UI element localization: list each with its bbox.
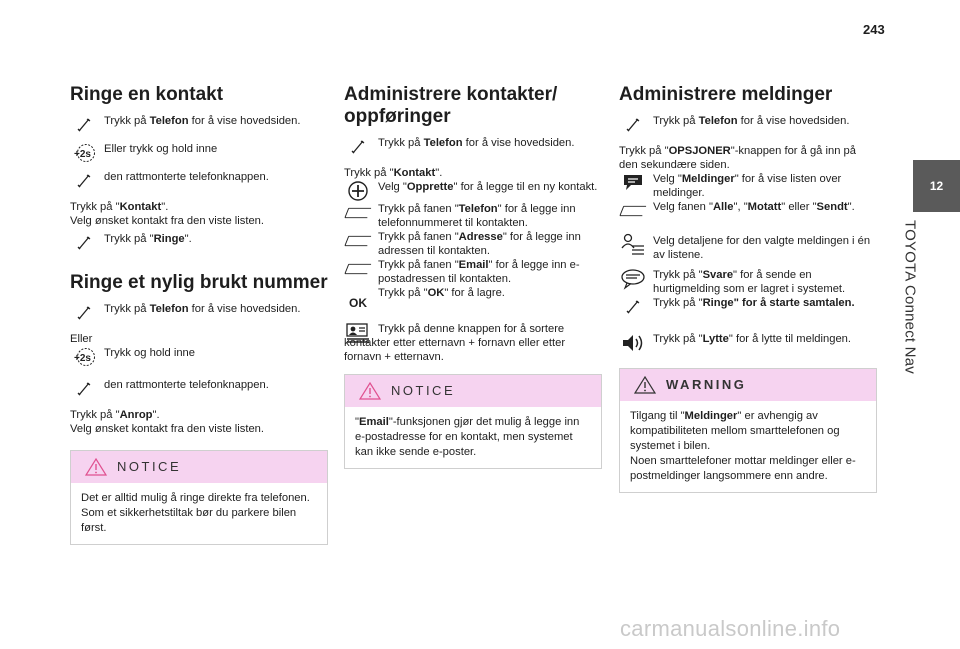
notice-box	[344, 374, 602, 469]
section-title-ringe-en-kontakt: Ringe en kontakt	[70, 84, 224, 105]
phone-handset-icon	[70, 378, 98, 400]
messages-icon	[619, 172, 647, 194]
instruction-text: Trykk på "OPSJONER"-knappen for å gå inn på den sekundære siden.	[619, 145, 856, 171]
step-row: OK Trykk på "OK" for å lagre.	[344, 286, 602, 308]
notice-header: NOTICE	[345, 375, 601, 407]
section-title-nylig-nummer: Ringe et nylig brukt nummer	[70, 272, 328, 293]
chapter-tab[interactable]: 12	[913, 160, 960, 212]
ok-icon: OK	[349, 296, 367, 310]
notice-text: "Email"-funksjonen gjør det mulig å legge inn e-postadresse for en kontakt, men systemet kan ikke sende e-poster.	[355, 416, 580, 458]
svg-text:+2s: +2s	[74, 353, 91, 364]
step-row: Trykk på Telefon for å vise hovedsiden.	[344, 136, 602, 158]
instruction-text: Trykk på "Kontakt".	[344, 167, 443, 179]
step-row: Trykk på fanen "Email" for å legge inn e-postadressen til kontakten.	[344, 258, 602, 286]
step-row: Trykk på fanen "Telefon" for å legge inn telefonnummeret til kontakten.	[344, 202, 602, 230]
section-title-administrere-kontakter: Administrere kontakter/ oppføringer	[344, 84, 558, 127]
speaker-icon	[619, 332, 647, 354]
phone-handset-icon	[619, 296, 647, 318]
phone-handset-icon	[70, 302, 98, 324]
step-row: Trykk på "Svare" for å sende en hurtigmelding som er lagret i systemet.	[619, 268, 877, 296]
instruction-text: Trykk på "Anrop". Velg ønsket kontakt fra den viste listen.	[70, 409, 265, 435]
phone-handset-icon	[70, 232, 98, 254]
section-title-administrere-meldinger: Administrere meldinger	[619, 84, 833, 105]
step-row: +2s Trykk og hold inne	[70, 346, 328, 368]
phone-handset-icon	[70, 114, 98, 136]
watermark: carmanualsonline.info	[620, 616, 841, 641]
step-row: Trykk på Telefon for å vise hovedsiden.	[619, 114, 877, 136]
quick-reply-icon	[619, 268, 647, 290]
input-field-icon	[344, 230, 372, 252]
warning-text: Tilgang til "Meldinger" er avhengig av kompatibiliteten mellom smarttelefonen og systemet i bilen. Noen smarttelefoner mottar meldinger eller e-postmeldinger langsommere enn andre.	[630, 410, 856, 482]
step-row: den rattmonterte telefonknappen.	[70, 378, 328, 400]
instruction-text: Trykk på "Kontakt". Velg ønsket kontakt fra den viste listen.	[70, 201, 265, 227]
warning-box	[619, 368, 877, 493]
long-press-2s-icon	[70, 346, 98, 368]
sort-list-icon	[344, 322, 372, 344]
notice-text: Det er alltid mulig å ringe direkte fra telefonen. Som et sikkerhetstiltak bør du parkere bilen først.	[81, 492, 310, 534]
warning-header: WARNING	[620, 369, 876, 401]
step-row: Trykk på denne knappen for å sortere kontakter etter etternavn + fornavn eller etter fornavn + etternavn.	[344, 323, 566, 363]
step-row: Trykk på "Ringe" for å starte samtalen.	[619, 296, 877, 318]
step-row: Velg "Meldinger" for å vise listen over meldinger.	[619, 172, 877, 200]
step-row: Velg "Opprette" for å legge til en ny kontakt.	[344, 180, 602, 202]
long-press-2s-icon	[70, 142, 98, 164]
warning-triangle-icon	[634, 376, 656, 394]
phone-handset-icon	[619, 114, 647, 136]
notice-box	[70, 450, 328, 545]
phone-handset-icon	[344, 136, 372, 158]
step-row: Velg fanen "Alle", "Motatt" eller "Sendt".	[619, 200, 877, 222]
phone-handset-icon	[70, 170, 98, 192]
instruction-text: Eller	[70, 333, 93, 345]
step-row: Trykk på Telefon for å vise hovedsiden.	[70, 302, 328, 324]
page-number: 243	[863, 22, 885, 37]
step-row: Velg detaljene for den valgte meldingen i én av listene.	[619, 234, 877, 262]
column-meldinger	[619, 70, 877, 493]
input-field-icon	[619, 200, 647, 222]
input-field-icon	[344, 202, 372, 224]
step-row: +2s Eller trykk og hold inne	[70, 142, 328, 164]
step-row: Trykk på "Ringe".	[70, 232, 328, 254]
step-row: Trykk på fanen "Adresse" for å legge inn adressen til kontakten.	[344, 230, 602, 258]
input-field-icon	[344, 258, 372, 280]
step-row: den rattmonterte telefonknappen.	[70, 170, 328, 192]
column-ringe	[70, 70, 328, 545]
warning-triangle-icon	[359, 382, 381, 400]
step-row: Trykk på Telefon for å vise hovedsiden.	[70, 114, 328, 136]
notice-header: NOTICE	[71, 451, 327, 483]
message-details-icon	[619, 234, 647, 256]
svg-text:+2s: +2s	[74, 149, 91, 160]
step-row: Trykk på "Lytte" for å lytte til meldingen.	[619, 332, 877, 354]
plus-circle-icon	[344, 180, 372, 202]
column-kontakter	[344, 70, 602, 469]
chapter-label: TOYOTA Connect Nav	[901, 220, 919, 374]
warning-triangle-icon	[85, 458, 107, 476]
